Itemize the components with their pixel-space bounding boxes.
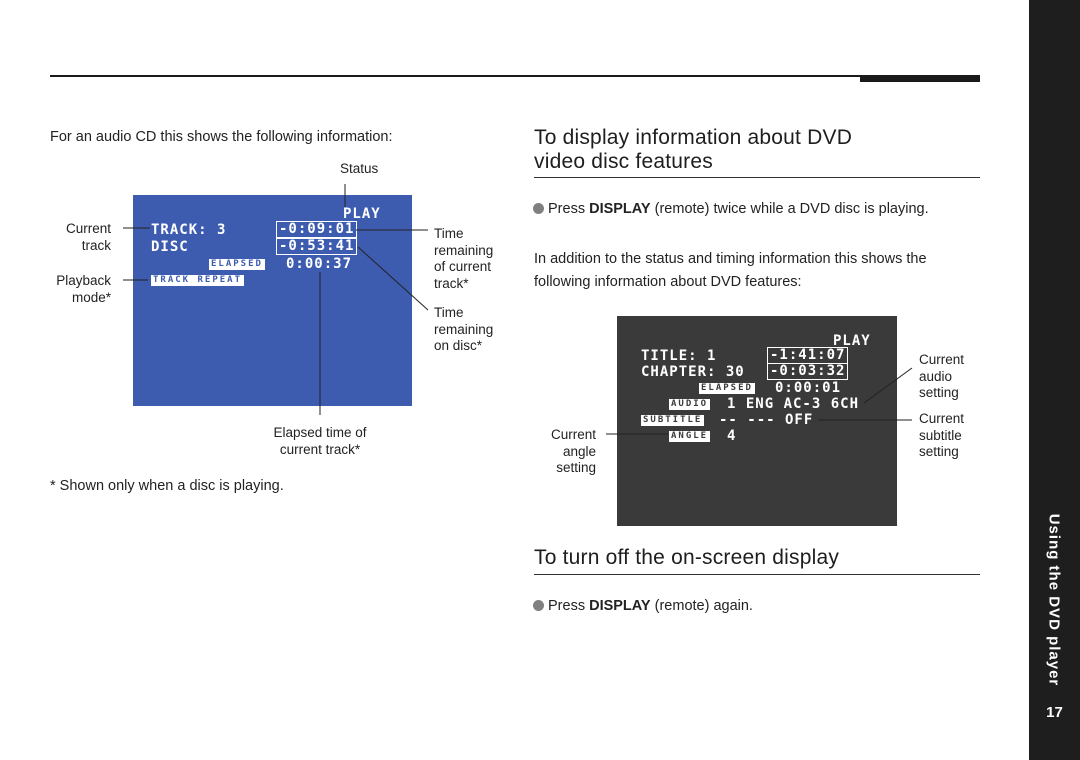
dvd-elapsed-time: 0:00:01: [775, 380, 842, 396]
dvd-elapsed-tag: ELAPSED: [701, 383, 753, 393]
cd-track-number: TRACK: 3: [151, 222, 227, 238]
cd-elapsed-time: 0:00:37: [286, 256, 353, 272]
current-track-label: Current track: [65, 221, 111, 253]
section-title: Using the DVD player: [1045, 513, 1063, 687]
cd-track-remaining: -0:09:01: [276, 221, 357, 238]
cd-elapsed-tag: ELAPSED: [211, 259, 263, 269]
dvd-angle-value: 4: [727, 428, 737, 444]
current-audio-label: Current audio setting: [919, 352, 965, 400]
bullet-icon: [533, 600, 544, 611]
display-button-label: DISPLAY: [589, 598, 651, 614]
cd-play-status: PLAY: [343, 206, 381, 222]
time-remaining-track-label: Time remaining of current track*: [434, 226, 494, 291]
dvd-info-paragraph: In addition to the status and timing information this shows the following information about DVD features:: [534, 251, 927, 290]
dvd-audio-tag: AUDIO: [671, 399, 709, 409]
heading-turn-off-display: To turn off the on-screen display: [534, 546, 840, 569]
instruction-press-display-again: Press DISPLAY (remote) again.: [533, 598, 753, 615]
dvd-subtitle-tag: SUBTITLE: [643, 415, 703, 425]
status-label: Status: [340, 161, 379, 176]
dvd-subtitle-value: -- --- OFF: [719, 412, 814, 428]
dvd-audio-value: 1 ENG AC-3 6CH: [727, 396, 860, 412]
time-remaining-disc-label: Time remaining on disc*: [434, 305, 494, 353]
dvd-chapter-remaining: -0:03:32: [767, 363, 848, 380]
cd-disc-remaining: -0:53:41: [276, 238, 357, 255]
elapsed-time-label: Elapsed time of current track*: [273, 425, 367, 457]
dvd-title-remaining: -1:41:07: [767, 347, 848, 364]
instruction-press-display-twice: Press DISPLAY (remote) twice while a DVD disc is playing.: [533, 201, 929, 218]
current-angle-label: Current angle setting: [550, 427, 596, 475]
dvd-angle-tag: ANGLE: [671, 431, 709, 441]
dvd-title-number: TITLE: 1: [641, 348, 717, 364]
cd-disc-label: DISC: [151, 239, 189, 255]
page-number: 17: [1046, 704, 1063, 721]
current-subtitle-label: Current subtitle setting: [919, 411, 965, 459]
cd-intro-text: For an audio CD this shows the following information:: [50, 129, 393, 145]
footnote: * Shown only when a disc is playing.: [50, 478, 284, 494]
dvd-play-status: PLAY: [833, 333, 871, 349]
dvd-chapter-number: CHAPTER: 30: [641, 364, 745, 380]
cd-playback-mode: TRACK REPEAT: [153, 275, 243, 285]
playback-mode-label: Playback mode*: [56, 273, 111, 305]
display-button-label: DISPLAY: [589, 201, 651, 217]
heading-dvd-features: To display information about DVD video disc features: [534, 126, 853, 173]
heading-turn-off-display-rule: [534, 574, 980, 575]
